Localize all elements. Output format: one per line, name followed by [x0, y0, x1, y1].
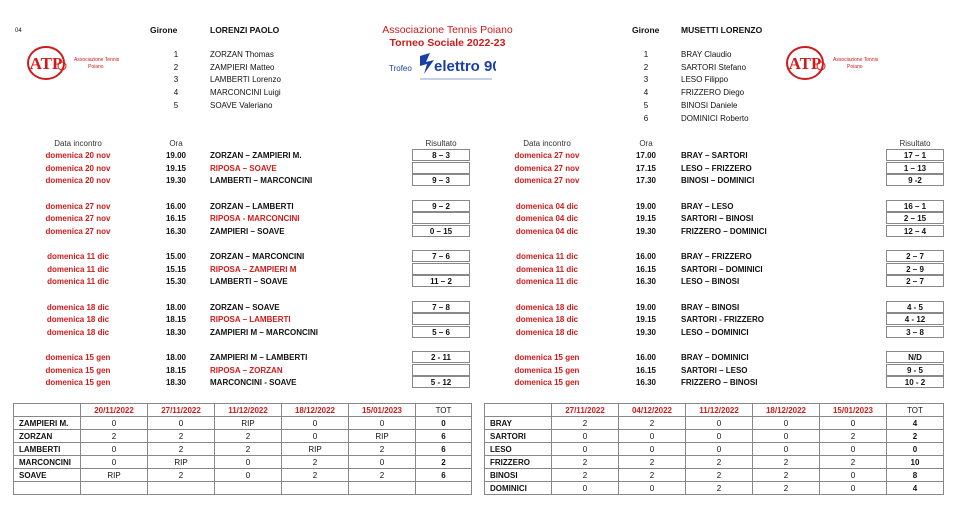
player-name: LESO Filippo	[681, 75, 729, 85]
score-cell: 0	[552, 482, 619, 495]
match-players: RIPOSA – ZORZAN	[210, 365, 283, 375]
match-players: ZORZAN – ZAMPIERI M.	[210, 151, 302, 160]
score-cell: 0	[686, 417, 753, 430]
player-cell: BINOSI	[485, 469, 552, 482]
score-cell: 2	[686, 456, 753, 469]
match-result: 17 – 1	[886, 149, 944, 161]
match-result: 4 - 12	[886, 313, 944, 325]
match-players: RIPOSA – ZAMPIERI M	[210, 264, 297, 274]
match-date: domenica 27 nov	[514, 176, 580, 185]
match-date: domenica 15 gen	[45, 378, 111, 387]
score-cell: 2	[552, 417, 619, 430]
match-result: 11 – 2	[412, 275, 470, 287]
match-date: domenica 20 nov	[45, 151, 111, 160]
match-time: 17.00	[635, 151, 657, 160]
player-cell: LAMBERTI	[14, 443, 81, 456]
match-time: 16.30	[635, 277, 657, 286]
match-result: 16 – 1	[886, 200, 944, 212]
match-players: BRAY – DOMINICI	[681, 353, 749, 362]
score-cell: 0	[753, 417, 820, 430]
table-row	[485, 469, 944, 482]
score-cell: 2	[81, 430, 148, 443]
score-cell: 2	[282, 456, 349, 469]
match-time: 19.00	[165, 151, 187, 160]
total-cell: 8	[887, 469, 944, 482]
table-row	[485, 482, 944, 495]
match-date: domenica 11 dic	[47, 252, 109, 261]
table-row	[14, 482, 472, 495]
match-result: N/D	[886, 351, 944, 363]
match-time: 19.00	[635, 201, 657, 211]
score-cell: 2	[619, 417, 686, 430]
match-players: ZAMPIERI M – MARCONCINI	[210, 327, 318, 337]
match-time: 19.00	[635, 302, 657, 312]
match-time: 16.15	[635, 365, 657, 375]
match-result: 0 – 15	[412, 225, 470, 237]
date-column-header: 18/12/2022	[282, 404, 349, 417]
sponsor-name: elettro 90	[434, 58, 496, 75]
total-cell: 2	[887, 430, 944, 443]
table-row	[485, 430, 944, 443]
score-cell: 0	[552, 443, 619, 456]
match-players: LESO – FRIZZERO	[681, 163, 752, 173]
score-cell: 0	[81, 456, 148, 469]
table-header-row	[14, 404, 472, 417]
match-time: 19.15	[165, 163, 187, 173]
score-cell: 2	[282, 469, 349, 482]
player-name: ZAMPIERI Matteo	[210, 62, 275, 72]
match-time: 15.30	[165, 277, 187, 286]
match-time: 16.30	[165, 226, 187, 236]
score-cell: RIP	[282, 443, 349, 456]
score-cell: 2	[148, 443, 215, 456]
match-players: ZORZAN – SOAVE	[210, 302, 280, 312]
match-date: domenica 18 dic	[46, 302, 110, 312]
score-cell	[148, 482, 215, 495]
table-row	[14, 443, 472, 456]
match-date: domenica 18 dic	[46, 315, 110, 324]
score-cell: 2	[552, 469, 619, 482]
score-cell: 0	[148, 417, 215, 430]
table-row	[485, 417, 944, 430]
player-number: 2	[643, 62, 649, 72]
score-cell: 0	[820, 443, 887, 456]
player-cell: SARTORI	[485, 430, 552, 443]
table-row	[14, 417, 472, 430]
match-date: domenica 27 nov	[45, 226, 111, 236]
score-cell: 0	[81, 443, 148, 456]
score-cell: 0	[820, 417, 887, 430]
date-column-header: 18/12/2022	[753, 404, 820, 417]
standings-table-right	[484, 403, 944, 495]
match-result	[412, 263, 470, 275]
score-cell: 0	[81, 417, 148, 430]
score-cell: 0	[686, 443, 753, 456]
match-players: FRIZZERO – BINOSI	[681, 378, 758, 387]
total-cell: 0	[416, 417, 472, 430]
score-cell: 2	[619, 456, 686, 469]
match-result: 3 – 8	[886, 326, 944, 338]
match-time: 18.15	[165, 315, 187, 324]
match-time: 18.00	[165, 353, 187, 362]
score-cell: 2	[619, 469, 686, 482]
player-name: FRIZZERO Diego	[681, 88, 745, 98]
page-code: 04	[15, 28, 22, 34]
total-cell: 4	[887, 417, 944, 430]
match-result: 4 - 5	[886, 301, 944, 313]
score-cell: 0	[619, 443, 686, 456]
girone-label-right: Girone	[632, 25, 660, 35]
match-players: BRAY – LESO	[681, 201, 734, 211]
player-number: 6	[643, 113, 649, 123]
player-cell: ZORZAN	[14, 430, 81, 443]
match-players: ZAMPIERI M – LAMBERTI	[210, 353, 308, 362]
table-row	[485, 443, 944, 456]
match-result: 2 – 9	[886, 263, 944, 275]
score-cell: 2	[753, 456, 820, 469]
match-result	[412, 313, 470, 325]
match-result	[412, 162, 470, 174]
date-column-header: 11/12/2022	[215, 404, 282, 417]
ora-header-right: Ora	[639, 139, 653, 148]
score-cell: 2	[753, 469, 820, 482]
player-name: MARCONCINI Luigi	[210, 88, 281, 98]
score-cell: 2	[148, 430, 215, 443]
date-header-left: Data incontro	[54, 139, 102, 148]
score-cell	[349, 482, 416, 495]
score-cell	[282, 482, 349, 495]
atp-logo-left	[26, 44, 126, 82]
score-cell: 0	[282, 430, 349, 443]
score-cell: 0	[820, 469, 887, 482]
match-date: domenica 11 dic	[516, 252, 578, 261]
score-cell: 2	[148, 469, 215, 482]
match-time: 17.15	[635, 163, 657, 173]
match-date: domenica 15 gen	[514, 365, 580, 375]
match-time: 18.30	[165, 327, 187, 337]
match-result: 9 – 3	[412, 174, 470, 186]
logo-line2: Poiano	[847, 64, 863, 70]
date-column-header: 27/11/2022	[148, 404, 215, 417]
player-name: ZORZAN Thomas	[210, 50, 274, 59]
table-row	[14, 430, 472, 443]
player-name: BRAY Claudio	[681, 50, 732, 59]
match-result	[412, 212, 470, 224]
result-header-right: Risultato	[899, 139, 931, 148]
match-result	[412, 364, 470, 376]
logo-big-text: ATP	[29, 54, 63, 73]
date-column-header: 20/11/2022	[81, 404, 148, 417]
total-cell: 2	[416, 456, 472, 469]
score-cell: 2	[820, 456, 887, 469]
match-date: domenica 27 nov	[45, 201, 111, 211]
match-date: domenica 18 dic	[515, 302, 579, 312]
logo-line2: Poiano	[88, 64, 104, 70]
ora-header-left: Ora	[169, 139, 183, 148]
girone-label-left: Girone	[150, 25, 178, 35]
match-result: 7 – 6	[412, 250, 470, 262]
lightning-icon	[420, 53, 434, 74]
total-cell: 10	[887, 456, 944, 469]
player-name: DOMINICI Roberto	[681, 113, 749, 123]
score-cell: 0	[753, 430, 820, 443]
match-time: 17.30	[635, 176, 657, 185]
match-players: BINOSI – DOMINICI	[681, 176, 755, 185]
match-players: SARTORI - FRIZZERO	[681, 315, 764, 324]
player-number: 5	[643, 100, 649, 110]
score-cell: 2	[349, 469, 416, 482]
total-cell: 4	[887, 482, 944, 495]
match-date: domenica 20 nov	[45, 163, 111, 173]
match-time: 16.00	[635, 353, 657, 362]
score-cell: 0	[215, 469, 282, 482]
match-date: domenica 11 dic	[516, 264, 578, 274]
result-header-left: Risultato	[425, 139, 457, 148]
player-name: SOAVE Valeriano	[210, 100, 273, 110]
score-cell: 0	[686, 430, 753, 443]
match-result: 2 – 7	[886, 275, 944, 287]
score-cell: 0	[215, 456, 282, 469]
match-date: domenica 27 nov	[45, 214, 111, 223]
tot-column-header: TOT	[416, 404, 472, 417]
date-header-right: Data incontro	[523, 139, 571, 148]
tot-column-header: TOT	[887, 404, 944, 417]
match-result: 10 - 2	[886, 376, 944, 388]
match-date: domenica 04 dic	[515, 201, 579, 211]
player-cell: LESO	[485, 443, 552, 456]
match-date: domenica 18 dic	[515, 327, 579, 337]
table-header-row	[485, 404, 944, 417]
logo-line1: Associazione Tennis	[833, 57, 879, 63]
total-cell: 6	[416, 443, 472, 456]
match-time: 16.15	[635, 264, 657, 274]
match-players: LESO – DOMINICI	[681, 327, 749, 337]
match-result: 5 - 12	[412, 376, 470, 388]
match-date: domenica 15 gen	[45, 365, 111, 375]
match-result: 2 - 11	[412, 351, 470, 363]
group-name-right: MUSETTI LORENZO	[681, 25, 763, 35]
match-players: RIPOSA – LAMBERTI	[210, 315, 291, 324]
match-players: ZORZAN – LAMBERTI	[210, 201, 294, 211]
score-cell: 0	[820, 482, 887, 495]
match-date: domenica 15 gen	[514, 353, 580, 362]
match-date: domenica 15 gen	[514, 378, 580, 387]
player-cell	[14, 482, 81, 495]
match-players: BRAY – FRIZZERO	[681, 252, 752, 261]
match-time: 19.30	[635, 226, 657, 236]
score-cell: 2	[753, 482, 820, 495]
match-time: 15.00	[165, 252, 187, 261]
match-result: 7 – 8	[412, 301, 470, 313]
match-time: 15.15	[165, 264, 187, 274]
match-players: SARTORI – DOMINICI	[681, 264, 763, 274]
match-time: 18.15	[165, 365, 187, 375]
group-name-left: LORENZI PAOLO	[210, 25, 280, 35]
match-players: SARTORI – BINOSI	[681, 214, 754, 223]
score-cell: 2	[820, 430, 887, 443]
match-players: MARCONCINI - SOAVE	[210, 378, 297, 387]
match-players: RIPOSA - MARCONCINI	[210, 214, 300, 223]
match-result: 5 – 6	[412, 326, 470, 338]
match-date: domenica 18 dic	[46, 327, 110, 337]
player-cell: BRAY	[485, 417, 552, 430]
match-time: 19.30	[635, 327, 657, 337]
match-date: domenica 11 dic	[516, 277, 578, 286]
player-cell: MARCONCINI	[14, 456, 81, 469]
score-cell: 2	[552, 456, 619, 469]
score-cell: RIP	[148, 456, 215, 469]
player-number: 5	[173, 100, 179, 110]
player-cell: ZAMPIERI M.	[14, 417, 81, 430]
logo-big-text: ATP	[788, 54, 822, 73]
total-cell: 6	[416, 430, 472, 443]
score-cell	[81, 482, 148, 495]
score-cell: 0	[619, 430, 686, 443]
match-date: domenica 27 nov	[514, 151, 580, 160]
match-result: 2 – 7	[886, 250, 944, 262]
match-result: 2 – 15	[886, 212, 944, 224]
table-row	[14, 456, 472, 469]
table-row	[14, 469, 472, 482]
score-cell: 0	[349, 417, 416, 430]
player-cell: DOMINICI	[485, 482, 552, 495]
score-cell: 2	[215, 430, 282, 443]
player-name: SARTORI Stefano	[681, 62, 747, 72]
date-column-header: 15/01/2023	[349, 404, 416, 417]
tournament-title: Torneo Sociale 2022-23	[389, 37, 506, 49]
match-result: 8 – 3	[412, 149, 470, 161]
match-date: domenica 20 nov	[45, 176, 111, 185]
match-time: 16.30	[635, 378, 657, 387]
match-players: BRAY – BINOSI	[681, 302, 740, 312]
match-time: 18.30	[165, 378, 187, 387]
match-players: BRAY – SARTORI	[681, 151, 748, 160]
player-number: 1	[643, 50, 649, 59]
score-cell	[215, 482, 282, 495]
player-number: 3	[643, 75, 649, 85]
logo-line1: Associazione Tennis	[74, 57, 120, 63]
date-column-header: 11/12/2022	[686, 404, 753, 417]
match-players: FRIZZERO – DOMINICI	[681, 226, 767, 236]
date-column-header: 04/12/2022	[619, 404, 686, 417]
player-number: 2	[173, 62, 179, 72]
match-time: 19.15	[635, 214, 657, 223]
date-column-header: 27/11/2022	[552, 404, 619, 417]
total-cell: 0	[887, 443, 944, 456]
sponsor-logo	[418, 52, 496, 84]
table-corner	[485, 404, 552, 417]
match-players: LAMBERTI – MARCONCINI	[210, 176, 313, 185]
score-cell: 2	[686, 469, 753, 482]
date-column-header: 15/01/2023	[820, 404, 887, 417]
match-players: RIPOSA – SOAVE	[210, 163, 277, 173]
match-result: 9 – 2	[412, 200, 470, 212]
match-date: domenica 04 dic	[515, 226, 579, 236]
standings-table-left	[13, 403, 472, 495]
match-date: domenica 27 nov	[514, 163, 580, 173]
match-date: domenica 18 dic	[515, 315, 579, 324]
match-time: 19.15	[635, 315, 657, 324]
score-cell: 0	[753, 443, 820, 456]
player-number: 4	[173, 88, 179, 98]
score-cell: 0	[552, 430, 619, 443]
match-date: domenica 04 dic	[515, 214, 579, 223]
match-result: 12 – 4	[886, 225, 944, 237]
score-cell: RIP	[215, 417, 282, 430]
match-players: SARTORI – LESO	[681, 365, 748, 375]
player-name: BINOSI Daniele	[681, 100, 738, 110]
player-name: LAMBERTI Lorenzo	[210, 75, 281, 85]
match-date: domenica 11 dic	[47, 264, 109, 274]
match-date: domenica 15 gen	[45, 353, 111, 362]
match-time: 16.00	[165, 201, 187, 211]
match-time: 16.00	[635, 252, 657, 261]
match-time: 18.00	[165, 302, 187, 312]
score-cell: 2	[349, 443, 416, 456]
match-result: 9 - 5	[886, 364, 944, 376]
match-players: LESO – BINOSI	[681, 277, 740, 286]
match-players: ZORZAN – MARCONCINI	[210, 252, 305, 261]
score-cell: 0	[282, 417, 349, 430]
match-time: 19.30	[165, 176, 187, 185]
match-result: 9 -2	[886, 174, 944, 186]
match-result: 1 – 13	[886, 162, 944, 174]
match-date: domenica 11 dic	[47, 277, 109, 286]
score-cell: 0	[619, 482, 686, 495]
table-row	[485, 456, 944, 469]
score-cell: RIP	[81, 469, 148, 482]
player-number: 3	[173, 75, 179, 85]
match-time: 16.15	[165, 214, 187, 223]
association-title: Associazione Tennis Poiano	[382, 24, 513, 36]
player-cell: FRIZZERO	[485, 456, 552, 469]
trofeo-label: Trofeo	[389, 64, 412, 73]
atp-logo-right	[785, 44, 885, 82]
match-players: LAMBERTI – SOAVE	[210, 277, 288, 286]
match-players: ZAMPIERI – SOAVE	[210, 226, 285, 236]
player-number: 4	[643, 88, 649, 98]
player-cell: SOAVE	[14, 469, 81, 482]
score-cell: 2	[215, 443, 282, 456]
score-cell: 0	[349, 456, 416, 469]
player-number: 1	[173, 50, 179, 59]
score-cell: RIP	[349, 430, 416, 443]
total-cell: 6	[416, 469, 472, 482]
total-cell	[416, 482, 472, 495]
score-cell: 2	[686, 482, 753, 495]
table-corner	[14, 404, 81, 417]
